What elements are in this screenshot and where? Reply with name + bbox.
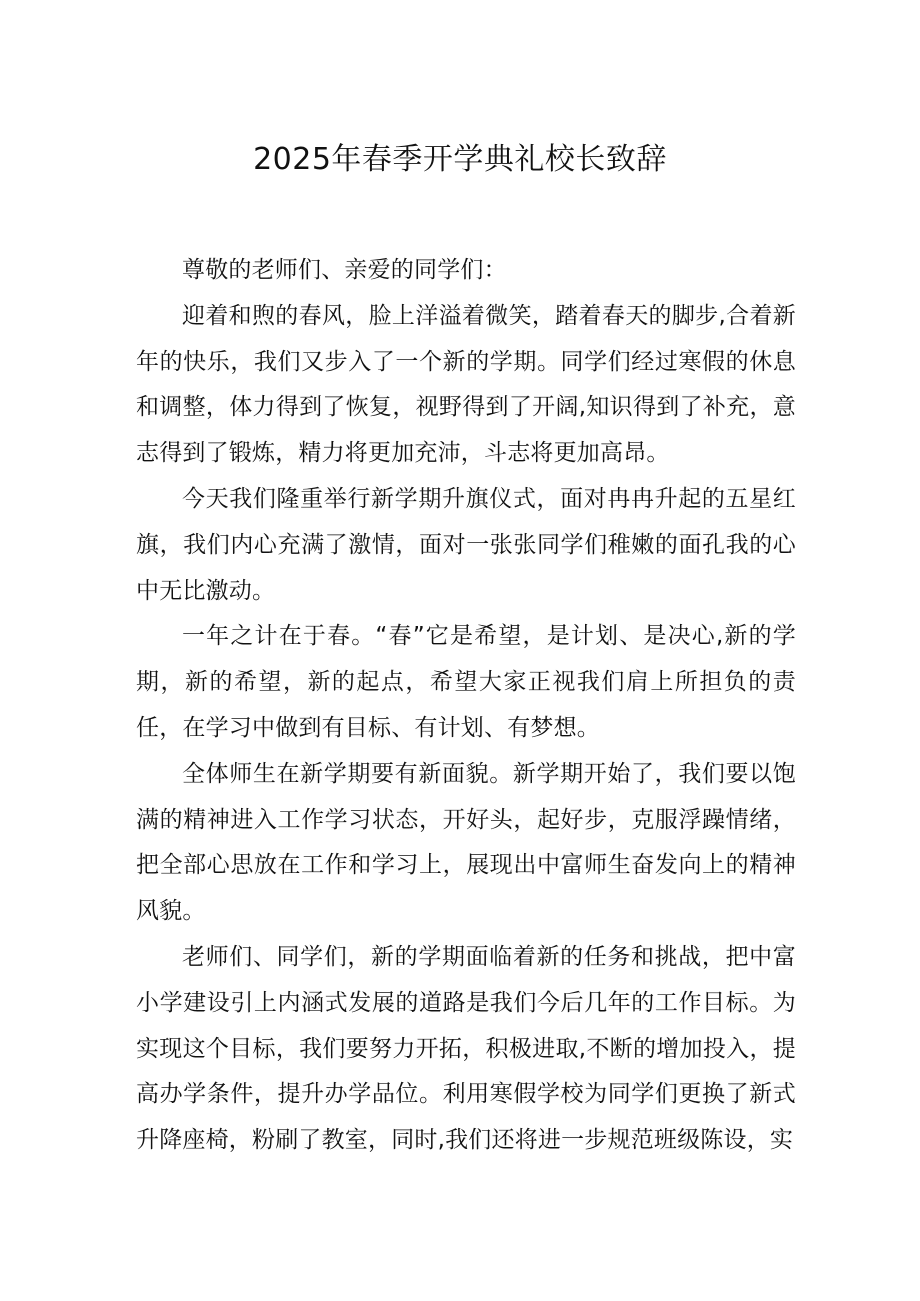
document-title: 2025年春季开学典礼校长致辞 [253, 142, 667, 177]
paragraph-5: 老师们、同学们，新的学期面临着新的任务和挑战，把中富小学建设引上内涵式发展的道路是我们今后几年的工作目标。为实现这个目标，我们要努力开拓，积极进取,不断的增加投入，提高办学条件，提升办学品位。利用寒假学校为同学们更换了新式升降座椅，粉刷了教室，同时,我们还将进一步规范班级陈设，实 [136, 943, 796, 1154]
paragraph-2: 今天我们隆重举行新学期升旗仪式，面对冉冉升起的五星红旗，我们内心充满了激情，面对一张张同学们稚嫩的面孔我的心中无比激动。 [136, 485, 796, 604]
document-body [136, 248, 796, 1164]
salutation: 尊敬的老师们、亲爱的同学们： [182, 257, 507, 283]
paragraph-3: 一年之计在于春。“春”它是希望，是计划、是决心,新的学期，新的希望，新的起点，希望大家正视我们肩上所担负的责任，在学习中做到有目标、有计划、有梦想。 [136, 623, 796, 741]
paragraph-1: 迎着和煦的春风，脸上洋溢着微笑，踏着春天的脚步,合着新年的快乐，我们又步入了一个新的学期。同学们经过寒假的休息和调整，体力得到了恢复，视野得到了开阔,知识得到了补充，意志得到了锻炼，精力将更加充沛，斗志将更加高昂。 [136, 302, 796, 467]
paragraph-4: 全体师生在新学期要有新面貌。新学期开始了，我们要以饱满的精神进入工作学习状态，开好头，起好步，克服浮躁情绪，把全部心思放在工作和学习上，展现出中富师生奋发向上的精神风貌。 [136, 760, 796, 925]
